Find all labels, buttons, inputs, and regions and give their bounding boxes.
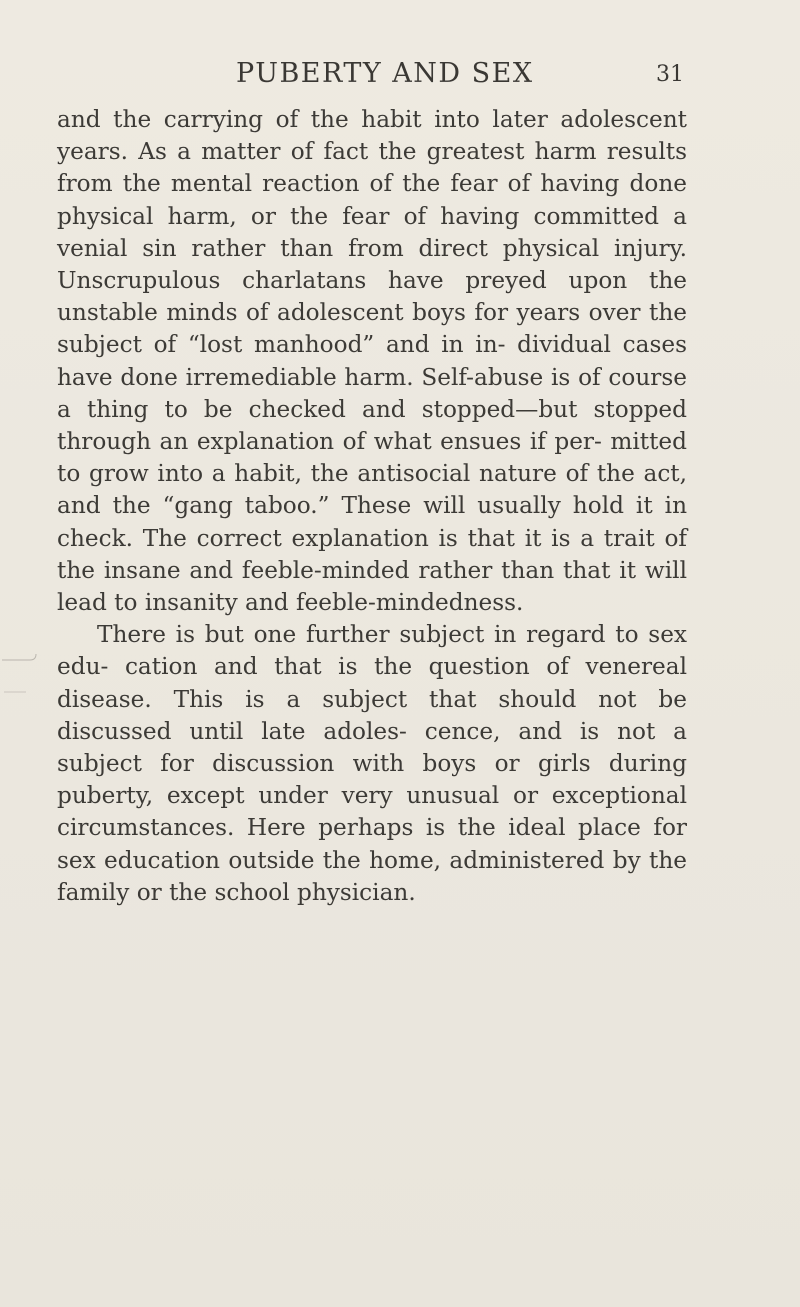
paragraph-continued: and the carrying of the habit into later adolescent years. As a matter of fact the greatest harm results from the mental reaction of the fear of having done physical harm, or the fear of having committed a venial sin rather than from direct physical injury. Unscrupulous charlatans have preyed upon the unstable minds of adolescent boys for years over the subject of “lost manhood” and in in- dividual cases have done irremediable harm. Self-abuse is of course a thing to be checked and stopped—but stopped through an explanation of what ensues if per- mitted to grow into a habit, the antisocial nature of the act, and the “gang taboo.” These will usually hold it in check. The correct explanation is that it is a trait of the insane and feeble-minded rather than that it will lead to insanity and feeble-mindedness. (57, 106, 687, 617)
body-text (57, 104, 687, 909)
running-head (0, 58, 800, 98)
running-title: PUBERTY AND SEX (236, 58, 534, 89)
margin-pencil-mark (0, 640, 60, 750)
page-number: 31 (656, 62, 684, 87)
paragraph-venereal-disease: There is but one further subject in regard to sex edu- cation and that is the question of venereal disease. This is a subject that should not be discussed until late adoles- cence, and is not a subject for discussion with boys or girls during puberty, except under very unusual or exceptional circumstances. Here perhaps is the ideal place for sex education outside the home, administered by the family or the school physician. (57, 621, 687, 906)
